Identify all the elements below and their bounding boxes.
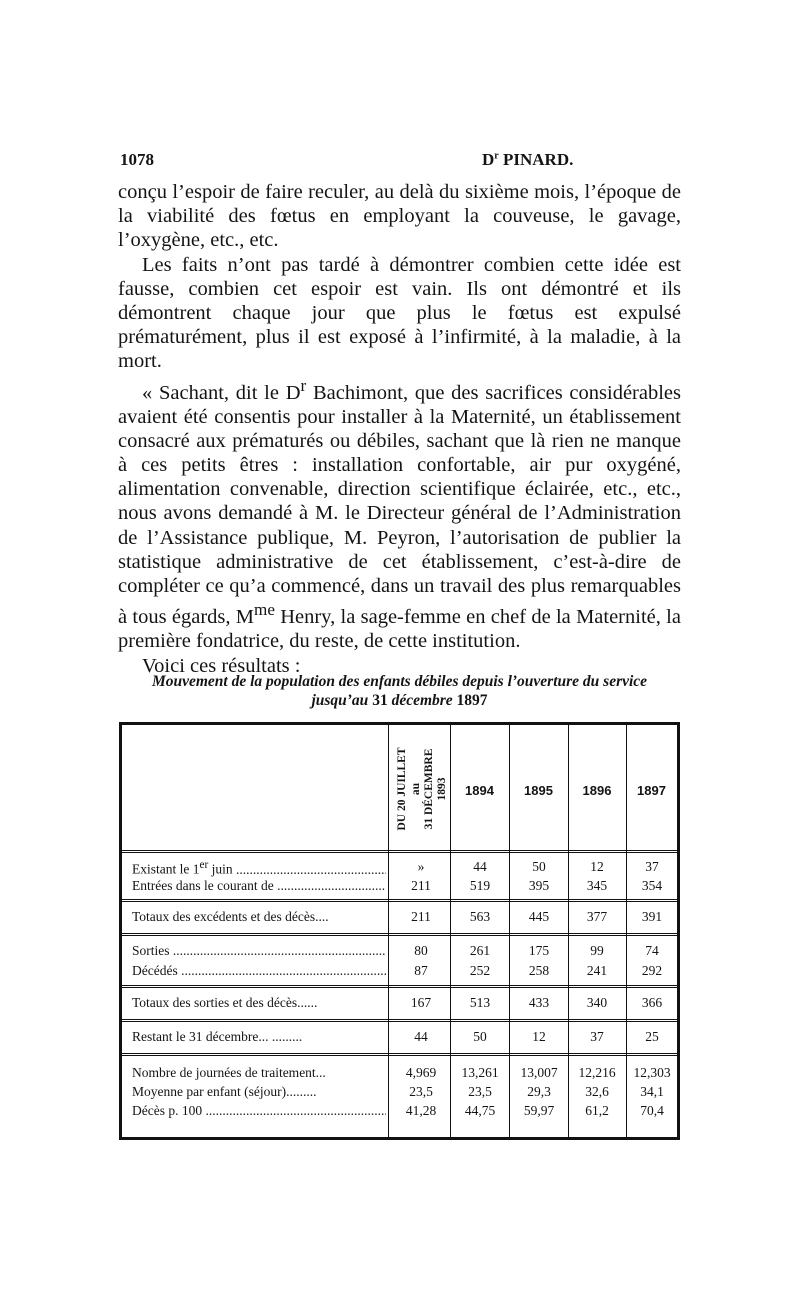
paragraph-3-b: Bachimont, que des sacrifices considérables avaient été consentis pour installer à la Maternité, un établissement consacré aux prématurés ou débiles, sachant que là rien ne manque à ces petits êtres : installation confortable, air pur oxygéné, alimentation convenable, direction scientifique éclairée, etc., etc., nous avons demandé à M. le Directeur général de l’Administration de l’Assistance publique, M. Peyron, l’autorisation de publier la statistique administrative de cet établissement, c’est-à-dire de compléter ce qu’a commencé, dans un travail des plus remarquables à tous égards, M (118, 381, 681, 629)
table-rule (122, 985, 677, 988)
cell: 377 (586, 909, 608, 924)
cell: 44,75 (464, 1103, 496, 1118)
table-rule (122, 1019, 677, 1022)
cell: 12,303 (633, 1065, 671, 1080)
cell: 175 (528, 943, 550, 958)
header-rule (122, 850, 677, 853)
cell: 395 (528, 878, 550, 893)
table-rule (122, 899, 677, 902)
cell: 61,2 (585, 1103, 609, 1118)
paragraph-3-c: Henry, la sage-femme en chef de la Maternité, la première fondatrice, du reste, de cette institution. (118, 606, 681, 653)
cell: 32,6 (585, 1084, 609, 1099)
cell: 74 (645, 943, 659, 958)
header-first-line-4: 1893 (436, 777, 448, 801)
cell: 37 (645, 859, 659, 874)
header-year-1897: 1897 (637, 783, 666, 798)
cell: 519 (469, 878, 491, 893)
cell: 29,3 (527, 1084, 551, 1099)
caption-line-2 (118, 691, 681, 710)
row-label: Décès p. 100 ..... (132, 1103, 386, 1119)
header-year-1895: 1895 (524, 783, 553, 798)
title-sup: r (494, 150, 499, 162)
paragraph-3 (118, 374, 681, 654)
body-text (118, 180, 681, 678)
cell: 354 (641, 878, 663, 893)
row-label (132, 859, 386, 878)
cell: 513 (469, 995, 491, 1010)
table-row-totaux-sorties (122, 995, 677, 1015)
row-label: Totaux des excédents et des décès.... (132, 909, 329, 924)
cell: 99 (590, 943, 604, 958)
row-label-sup: er (199, 859, 209, 871)
table-row-moyenne (122, 1084, 677, 1104)
table-row-decedes (122, 963, 677, 983)
cell: 80 (414, 943, 428, 958)
paragraph-3-a: « Sachant, dit le D (142, 381, 301, 404)
paragraph-3-sup2: me (254, 600, 275, 620)
cell: 34,1 (640, 1084, 664, 1099)
cell: 12,216 (578, 1065, 616, 1080)
cell: 261 (469, 943, 491, 958)
paragraph-4: Voici ces résultats : (142, 654, 301, 677)
caption-year: 1897 (456, 692, 488, 709)
row-label-text: Existant le 1 (132, 861, 200, 877)
header-first-period (396, 733, 448, 845)
cell: 37 (590, 1029, 604, 1044)
cell: 211 (411, 909, 431, 924)
table-caption (118, 672, 681, 710)
cell: 25 (645, 1029, 659, 1044)
table-row-sorties (122, 943, 677, 963)
cell: 258 (528, 963, 550, 978)
cell: 87 (414, 963, 428, 978)
row-label: Sorties ..... (132, 943, 386, 959)
cell: 211 (411, 878, 431, 893)
row-label: Totaux des sorties et des décès...... (132, 995, 318, 1010)
cell: 433 (528, 995, 550, 1010)
title-name: PINARD. (502, 150, 574, 169)
caption-line-1: Mouvement de la population des enfants débiles depuis l’ouverture du service (151, 673, 648, 690)
cell: 13,261 (461, 1065, 499, 1080)
caption-line-2-a: jusqu’au (311, 692, 373, 709)
cell: 44 (414, 1029, 428, 1044)
cell: 50 (532, 859, 546, 874)
running-header (120, 150, 680, 174)
header-first-line-1: DU 20 JUILLET (396, 747, 408, 831)
header-year-1896: 1896 (582, 783, 612, 798)
cell: 167 (410, 995, 432, 1010)
cell: 4,969 (405, 1065, 437, 1080)
cell: 12 (532, 1029, 546, 1044)
cell: 340 (586, 995, 608, 1010)
cell: 44 (473, 859, 487, 874)
paragraph-2: Les faits n’ont pas tardé à démontrer combien cette idée est fausse, combien cet espoir est vain. Ils ont démontré et ils démontrent chaque jour que plus le fœtus est expulsé prématurément, plus il est exposé à l’infirmité, à la maladie, à la mort. (118, 253, 681, 373)
table-row-journees (122, 1065, 677, 1085)
statistics-table (119, 722, 680, 1140)
cell: 366 (641, 995, 663, 1010)
cell: 12 (590, 859, 604, 874)
cell: 252 (469, 963, 491, 978)
cell: 13,007 (520, 1065, 558, 1080)
row-label: Décédés ..... (132, 963, 386, 979)
cell: 563 (469, 909, 491, 924)
cell: 70,4 (640, 1103, 664, 1118)
table-rule (122, 1053, 677, 1056)
cell: 23,5 (409, 1084, 433, 1099)
page-number: 1078 (120, 150, 154, 169)
table-rule (122, 933, 677, 936)
row-label: Nombre de journées de traitement... (132, 1065, 326, 1080)
cell: 292 (641, 963, 663, 978)
cell: 391 (641, 909, 663, 924)
title-prefix: D (482, 150, 495, 169)
caption-month: décembre (387, 692, 457, 709)
cell: 241 (586, 963, 608, 978)
cell: 23,5 (468, 1084, 492, 1099)
cell: 41,28 (405, 1103, 437, 1118)
row-label-end: juin (208, 861, 233, 877)
table-row-restant (122, 1029, 677, 1049)
row-label: Moyenne par enfant (séjour)......... (132, 1084, 317, 1099)
table-row-entrees (122, 878, 677, 898)
header-year-1894: 1894 (465, 783, 494, 798)
cell: » (417, 859, 425, 874)
paragraph-1: conçu l’espoir de faire reculer, au delà du sixième mois, l’époque de la viabilité des fœtus en employant la couveuse, le gavage, l’oxygène, etc., etc. (118, 181, 681, 252)
cell: 445 (528, 909, 550, 924)
caption-day: 31 (372, 692, 388, 709)
header-first-line-2: au (410, 782, 422, 796)
header-first-line-3: 31 DÉCEMBRE (423, 748, 435, 830)
cell: 345 (586, 878, 608, 893)
running-title (482, 150, 573, 170)
row-label: Restant le 31 décembre... ......... (132, 1029, 303, 1044)
row-label: Entrées dans le courant de ..... (132, 878, 386, 894)
table-row-deces-pct (122, 1103, 677, 1123)
cell: 59,97 (523, 1103, 555, 1118)
table-row-existant (122, 859, 677, 879)
paragraph-3-sup: r (300, 375, 307, 395)
table-row-totaux-excedents (122, 909, 677, 929)
cell: 50 (473, 1029, 487, 1044)
